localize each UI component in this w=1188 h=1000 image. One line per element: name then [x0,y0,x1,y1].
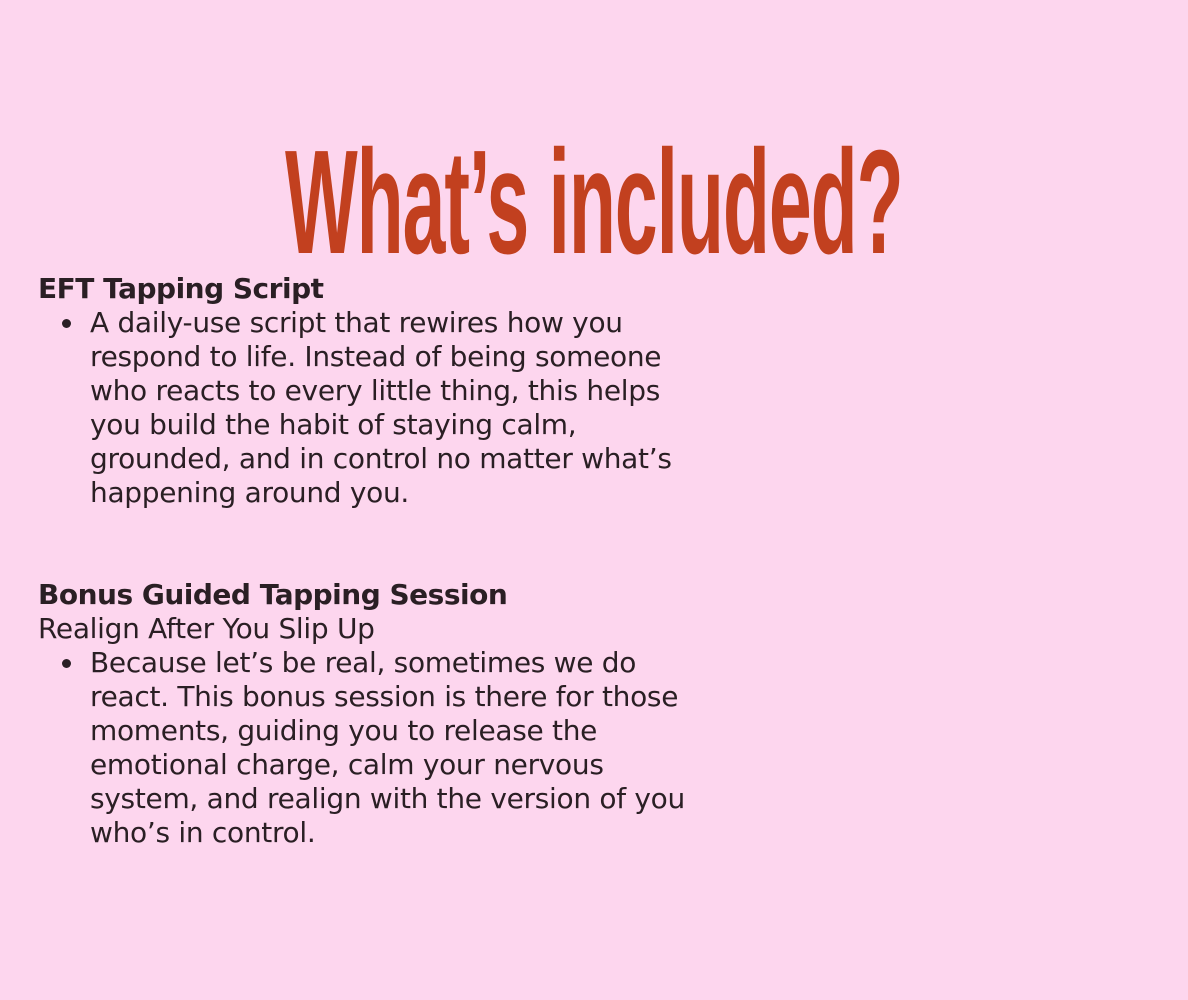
list-item [38,306,768,510]
bullet-icon [62,659,71,668]
list-item [38,646,768,850]
page-title: What’s included? [285,120,903,286]
section-subheading: Realign After You Slip Up [38,612,375,645]
bullet-list [38,646,768,850]
bullet-text: Because let’s be real, sometimes we do react. This bonus session is there for those moments, guiding you to release the emotional charge, calm your nervous system, and realign with the version of you who’s in control. [90,646,685,849]
title-container [0,4,903,286]
section-heading: EFT Tapping Script [38,272,324,305]
bullet-icon [62,319,71,328]
section-eft-tapping-script [38,272,768,510]
bullet-text: A daily-use script that rewires how you respond to life. Instead of being someone who reacts to every little thing, this helps you build the habit of staying calm, grounded, and in control no matter what’s happening around you. [90,306,672,509]
section-heading: Bonus Guided Tapping Session [38,578,508,611]
section-bonus-guided-session [38,578,768,850]
bullet-list [38,306,768,510]
